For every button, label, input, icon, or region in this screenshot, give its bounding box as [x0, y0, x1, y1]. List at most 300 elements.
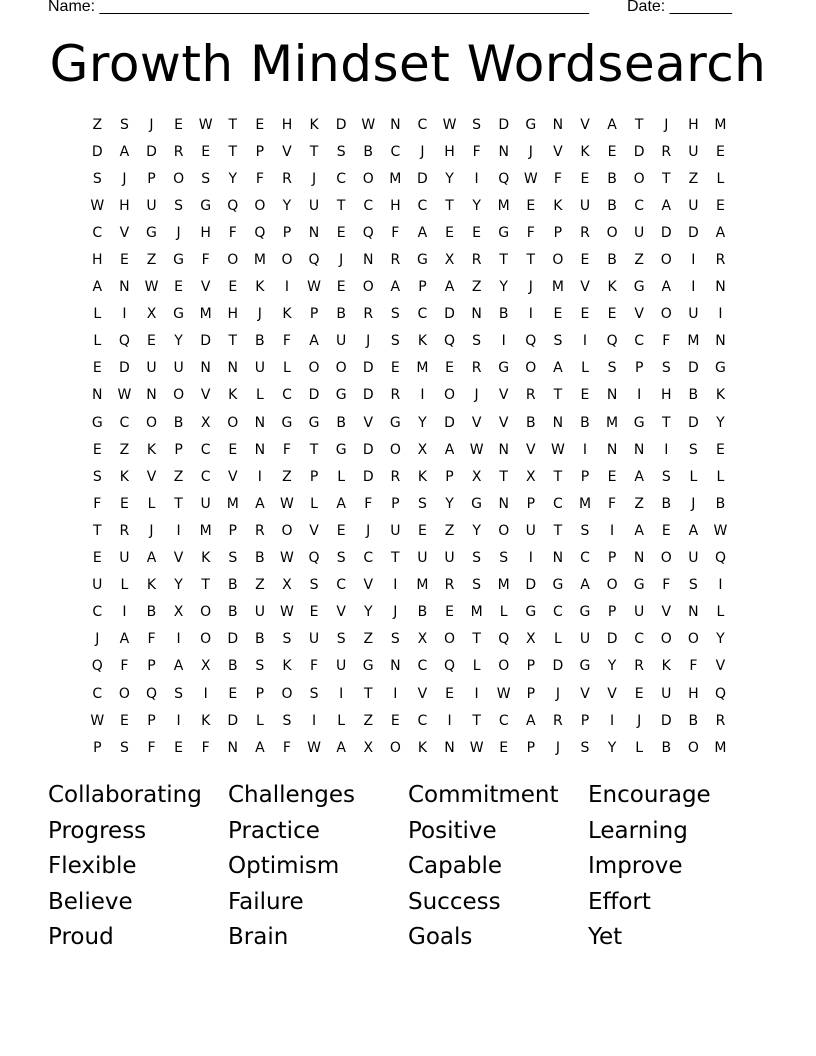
grid-letter: F [472, 143, 482, 160]
grid-letter: Z [634, 495, 645, 512]
grid-letter: R [390, 468, 401, 485]
grid-letter: Y [472, 197, 482, 214]
grid-letter: D [687, 360, 700, 377]
grid-letter: Q [254, 224, 266, 241]
grid-letter: T [336, 197, 346, 214]
grid-letter: H [390, 197, 402, 214]
grid-letter: N [606, 387, 618, 404]
grid-letter: J [474, 387, 480, 404]
grid-letter: K [119, 468, 130, 485]
grid-letter: N [254, 441, 266, 458]
grid-letter: I [176, 712, 182, 729]
grid-letter: C [119, 414, 130, 431]
grid-letter: I [664, 441, 669, 458]
grid-letter: S [472, 333, 482, 350]
grid-letter: M [389, 170, 402, 187]
grid-letter: F [662, 577, 671, 594]
grid-letter: E [309, 604, 319, 621]
grid-letter: V [471, 414, 482, 431]
grid-letter: R [661, 143, 672, 160]
grid-letter: N [390, 658, 402, 675]
grid-letter: G [173, 252, 185, 269]
grid-letter: N [552, 116, 564, 133]
grid-letter: M [687, 333, 700, 350]
grid-letter: N [552, 550, 564, 567]
grid-letter: O [281, 252, 293, 269]
grid-letter: W [469, 441, 485, 458]
grid-letter: I [420, 387, 425, 404]
grid-letter: E [580, 252, 590, 269]
grid-letter: B [417, 604, 428, 621]
grid-letter: J [366, 522, 371, 539]
grid-letter: C [417, 116, 428, 133]
grid-letter: R [471, 252, 482, 269]
grid-letter: G [579, 604, 591, 621]
grid-letter: E [228, 441, 238, 458]
grid-letter: A [661, 279, 672, 296]
grid-letter: F [120, 658, 129, 675]
grid-letter: T [201, 577, 211, 594]
grid-letter: J [149, 116, 155, 133]
grid-letter: L [716, 604, 725, 621]
grid-letter: C [92, 685, 103, 702]
grid-letter: O [498, 522, 510, 539]
grid-letter: U [688, 550, 699, 567]
grid-letter: A [444, 279, 455, 296]
grid-letter: U [444, 550, 456, 567]
grid-letter: J [420, 143, 425, 160]
grid-letter: R [525, 387, 537, 404]
grid-letter: C [336, 170, 347, 187]
grid-letter: E [607, 143, 617, 160]
grid-letter: S [336, 143, 347, 160]
grid-letter: E [445, 604, 455, 621]
grid-letter: E [92, 441, 103, 458]
grid-letter: E [174, 739, 184, 756]
grid-letter: P [147, 712, 157, 729]
grid-letter: L [93, 333, 102, 350]
grid-letter: L [499, 604, 509, 621]
grid-letter: B [227, 658, 239, 675]
grid-letter: N [633, 550, 645, 567]
grid-letter: N [227, 739, 239, 756]
grid-letter: D [525, 577, 537, 594]
grid-letter: S [580, 739, 590, 756]
grid-letter: S [661, 360, 672, 377]
grid-letter: N [498, 143, 510, 160]
grid-letter: D [498, 116, 510, 133]
grid-letter: C [417, 306, 428, 323]
grid-letter: O [335, 360, 348, 377]
grid-letter: U [146, 197, 158, 214]
name-field-line: Name: _______________________________________________________ [48, 0, 589, 15]
grid-letter: U [308, 631, 320, 648]
grid-letter: Y [445, 170, 455, 187]
grid-letter: E [499, 739, 509, 756]
grid-letter: S [309, 577, 319, 594]
grid-letter: S [390, 306, 401, 323]
grid-letter: J [366, 333, 371, 350]
grid-letter: V [580, 279, 591, 296]
grid-letter: J [311, 170, 317, 187]
grid-letter: B [607, 170, 618, 187]
grid-letter: N [606, 441, 618, 458]
grid-letter: E [119, 712, 130, 729]
grid-letter: K [309, 116, 320, 133]
grid-letter: O [606, 577, 619, 594]
grid-letter: E [553, 306, 563, 323]
grid-letter: F [147, 631, 157, 648]
grid-letter: S [309, 685, 319, 702]
grid-letter: S [282, 712, 292, 729]
grid-letter: V [282, 143, 293, 160]
grid-letter: C [553, 495, 564, 512]
grid-letter: O [687, 739, 700, 756]
grid-letter: E [228, 685, 238, 702]
grid-letter: O [552, 252, 564, 269]
grid-letter: I [339, 685, 344, 702]
grid-letter: M [199, 522, 213, 539]
grid-letter: K [580, 143, 591, 160]
grid-letter: N [715, 333, 727, 350]
word-list-item: Effort [588, 888, 651, 915]
grid-letter: A [634, 468, 645, 485]
grid-letter: P [174, 441, 184, 458]
grid-letter: T [553, 387, 563, 404]
grid-letter: T [526, 252, 536, 269]
grid-letter: G [335, 441, 348, 458]
grid-letter: A [444, 441, 455, 458]
grid-letter: X [526, 631, 537, 648]
grid-letter: D [119, 360, 131, 377]
grid-letter: H [119, 197, 131, 214]
grid-letter: N [227, 360, 239, 377]
grid-letter: B [688, 387, 699, 404]
grid-letter: J [637, 712, 642, 729]
grid-letter: G [200, 197, 212, 214]
grid-letter: U [634, 224, 645, 241]
grid-letter: C [363, 197, 374, 214]
grid-letter: B [661, 739, 672, 756]
grid-letter: D [227, 631, 239, 648]
grid-letter: B [607, 197, 618, 214]
grid-letter: Y [607, 658, 617, 675]
grid-letter: G [146, 224, 158, 241]
grid-letter: T [499, 252, 509, 269]
grid-letter: E [390, 360, 401, 377]
grid-letter: R [119, 522, 130, 539]
grid-letter: D [91, 143, 104, 160]
grid-letter: U [92, 577, 103, 594]
grid-letter: L [283, 360, 292, 377]
grid-letter: I [284, 279, 290, 296]
grid-letter: C [417, 197, 428, 214]
grid-letter: Z [92, 116, 103, 133]
grid-letter: I [501, 333, 507, 350]
grid-letter: T [553, 522, 563, 539]
grid-letter: X [471, 468, 482, 485]
grid-letter: M [416, 360, 429, 377]
grid-letter: L [472, 658, 482, 675]
grid-letter: E [634, 685, 645, 702]
grid-letter: W [713, 522, 728, 539]
grid-letter: D [552, 658, 564, 675]
grid-letter: I [582, 333, 588, 350]
grid-letter: W [550, 441, 566, 458]
grid-letter: P [282, 224, 292, 241]
word-list-item: Flexible [48, 853, 137, 879]
grid-letter: P [255, 143, 265, 160]
grid-letter: D [633, 143, 646, 160]
grid-letter: J [95, 631, 100, 648]
grid-letter: S [119, 116, 130, 133]
grid-letter: J [393, 604, 398, 621]
grid-letter: L [581, 360, 590, 377]
grid-letter: K [661, 658, 672, 675]
grid-letter: Z [363, 631, 374, 648]
grid-letter: K [228, 387, 238, 404]
grid-letter: T [634, 116, 644, 133]
grid-letter: W [280, 604, 295, 621]
grid-letter: B [173, 414, 184, 431]
word-list-item: Collaborating [48, 782, 202, 808]
grid-letter: J [339, 252, 344, 269]
grid-letter: D [308, 387, 320, 404]
grid-letter: X [146, 306, 157, 323]
grid-letter: S [174, 685, 184, 702]
grid-letter: Z [282, 468, 293, 485]
grid-letter: M [199, 306, 213, 323]
grid-letter: Y [282, 197, 292, 214]
grid-letter: D [335, 116, 348, 133]
grid-letter: I [176, 522, 182, 539]
grid-letter: S [499, 550, 509, 567]
grid-letter: O [227, 252, 239, 269]
grid-letter: R [254, 522, 266, 539]
grid-letter: E [716, 197, 726, 214]
grid-letter: O [254, 197, 266, 214]
grid-letter: G [173, 306, 185, 323]
grid-letter: P [607, 604, 617, 621]
grid-letter: S [255, 658, 265, 675]
grid-letter: K [282, 658, 293, 675]
grid-letter: G [498, 224, 510, 241]
grid-letter: W [307, 739, 322, 756]
grid-letter: B [607, 252, 618, 269]
grid-letter: Q [308, 550, 321, 567]
grid-letter: S [201, 170, 211, 187]
grid-letter: O [227, 414, 239, 431]
grid-letter: T [228, 333, 238, 350]
grid-letter: T [445, 197, 455, 214]
grid-letter: M [551, 279, 565, 296]
grid-letter: L [337, 468, 346, 485]
grid-letter: I [528, 550, 534, 567]
grid-letter: F [255, 170, 265, 187]
grid-letter: M [497, 577, 511, 594]
grid-letter: J [555, 685, 561, 702]
grid-letter: S [92, 468, 103, 485]
grid-letter: G [525, 604, 537, 621]
grid-letter: A [119, 143, 130, 160]
grid-letter: S [607, 360, 618, 377]
grid-letter: H [227, 306, 239, 323]
grid-letter: L [553, 631, 563, 648]
grid-letter: G [633, 279, 646, 296]
grid-letter: B [525, 414, 537, 431]
grid-letter: F [201, 252, 211, 269]
grid-letter: Y [499, 279, 509, 296]
grid-letter: G [525, 116, 537, 133]
grid-letter: M [497, 197, 511, 214]
grid-letter: V [661, 604, 672, 621]
grid-letter: V [363, 577, 374, 594]
grid-letter: I [257, 468, 263, 485]
grid-letter: K [201, 550, 211, 567]
grid-letter: T [553, 468, 563, 485]
grid-letter: A [390, 279, 401, 296]
grid-letter: W [90, 197, 105, 214]
word-list-item: Optimism [228, 853, 340, 879]
grid-letter: E [580, 387, 590, 404]
grid-letter: F [662, 333, 671, 350]
grid-letter: U [146, 360, 158, 377]
grid-letter: O [687, 631, 700, 648]
grid-letter: U [173, 360, 185, 377]
grid-letter: M [606, 414, 619, 431]
grid-letter: G [308, 414, 320, 431]
grid-letter: Y [472, 522, 482, 539]
grid-letter: I [122, 604, 127, 621]
grid-letter: B [146, 604, 157, 621]
grid-letter: F [391, 224, 400, 241]
grid-letter: X [173, 604, 184, 621]
grid-letter: W [307, 279, 322, 296]
grid-letter: X [363, 739, 374, 756]
grid-letter: T [309, 143, 319, 160]
grid-letter: V [498, 414, 509, 431]
grid-letter: S [417, 495, 428, 512]
grid-letter: A [336, 495, 347, 512]
grid-letter: R [444, 577, 455, 594]
grid-letter: C [336, 577, 347, 594]
grid-letter: D [687, 224, 700, 241]
grid-letter: U [525, 522, 537, 539]
grid-letter: G [715, 360, 727, 377]
grid-letter: C [282, 387, 293, 404]
grid-letter: M [470, 604, 484, 621]
grid-letter: E [445, 685, 455, 702]
grid-letter: Z [688, 170, 699, 187]
grid-letter: F [147, 739, 157, 756]
grid-letter: B [580, 414, 591, 431]
grid-letter: F [93, 495, 102, 512]
word-list-item: Improve [588, 853, 683, 879]
grid-letter: O [633, 170, 646, 187]
grid-letter: J [664, 116, 669, 133]
word-list-item: Practice [228, 817, 320, 844]
grid-letter: V [200, 387, 211, 404]
grid-letter: C [92, 224, 103, 241]
grid-letter: O [389, 739, 402, 756]
grid-letter: E [201, 143, 211, 160]
grid-letter: L [716, 468, 725, 485]
grid-letter: F [228, 224, 238, 241]
grid-letter: I [447, 712, 453, 729]
grid-letter: G [91, 414, 104, 431]
grid-letter: D [200, 333, 212, 350]
grid-letter: G [362, 658, 375, 675]
grid-letter: W [469, 739, 485, 756]
grid-letter: H [688, 685, 700, 702]
grid-letter: Z [471, 279, 482, 296]
grid-letter: A [580, 577, 591, 594]
grid-letter: L [635, 739, 644, 756]
grid-letter: S [336, 550, 347, 567]
grid-letter: Z [255, 577, 266, 594]
grid-letter: E [92, 550, 103, 567]
grid-letter: O [173, 387, 185, 404]
grid-letter: A [607, 116, 618, 133]
grid-letter: E [607, 468, 617, 485]
grid-letter: Q [606, 333, 619, 350]
grid-letter: U [688, 143, 699, 160]
word-list-item: Brain [228, 924, 289, 950]
grid-letter: Y [363, 604, 374, 621]
grid-letter: V [417, 685, 428, 702]
grid-letter: P [553, 224, 563, 241]
grid-letter: W [198, 116, 214, 133]
grid-letter: K [417, 468, 428, 485]
grid-letter: G [335, 387, 348, 404]
grid-letter: I [610, 712, 615, 729]
grid-letter: F [553, 170, 563, 187]
grid-letter: Y [174, 333, 184, 350]
grid-letter: R [715, 252, 726, 269]
grid-letter: U [661, 685, 672, 702]
grid-letter: N [362, 252, 374, 269]
grid-letter: I [311, 712, 317, 729]
grid-letter: Z [444, 522, 455, 539]
grid-letter: V [336, 604, 347, 621]
grid-letter: B [255, 631, 266, 648]
grid-letter: E [336, 279, 347, 296]
grid-letter: M [714, 116, 727, 133]
grid-letter: D [362, 387, 375, 404]
grid-letter: T [228, 143, 238, 160]
grid-letter: I [582, 441, 588, 458]
grid-letter: D [606, 631, 618, 648]
grid-letter: P [147, 170, 157, 187]
grid-letter: O [660, 306, 673, 323]
grid-letter: L [120, 577, 129, 594]
grid-letter: Q [498, 631, 510, 648]
grid-letter: P [391, 495, 401, 512]
grid-letter: Q [444, 333, 456, 350]
grid-letter: B [688, 712, 699, 729]
word-list-item: Challenges [228, 782, 355, 808]
grid-letter: E [119, 252, 130, 269]
grid-letter: L [255, 387, 265, 404]
grid-letter: D [362, 441, 375, 458]
grid-letter: B [227, 604, 239, 621]
grid-letter: G [416, 252, 429, 269]
grid-letter: K [146, 441, 157, 458]
grid-letter: F [689, 658, 698, 675]
grid-letter: A [336, 739, 347, 756]
grid-letter: W [280, 550, 295, 567]
grid-letter: U [200, 495, 212, 512]
